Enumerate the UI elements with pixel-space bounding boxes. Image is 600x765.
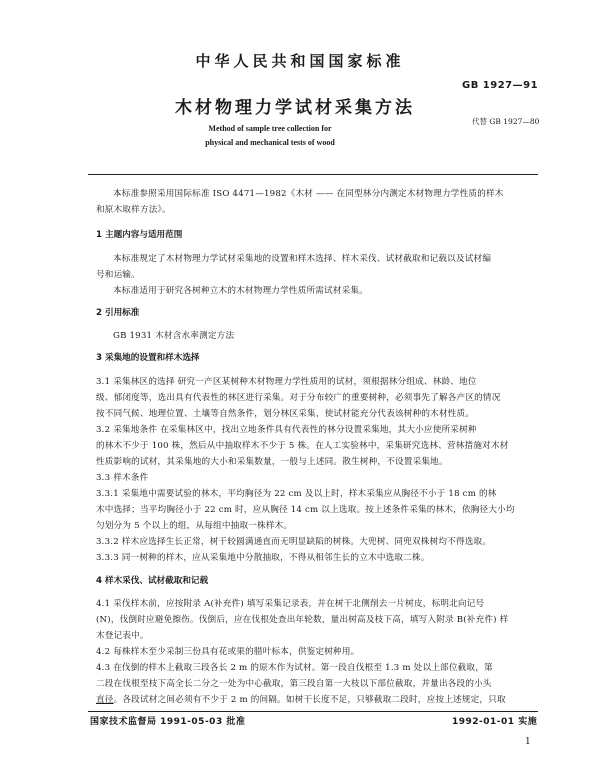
clause-3-2-line-3: 性质影响的试材，其采集地的大小和采集数量，一般与上述同。散生树种，不设置采集地。 <box>96 457 448 467</box>
section-3-heading: 3 采集地的设置和样木选择 <box>96 353 200 363</box>
section-1-para-1-line-2: 号和运输。 <box>96 270 140 280</box>
clause-3-1-line-2: 级、郁闭度等，选出具有代表性的林区进行采集。对于分布较广的重要树种，必须事先了解各产区的情况 <box>96 393 501 403</box>
clause-3-3-3: 3.3.3 同一树种的样木，应从采集地中分散抽取，不得从相邻生长的立木中选取二株。 <box>96 553 430 563</box>
clause-4-3-line-2: 二段在伐根至枝下高全长二分之一处为中心截取，第三段自第一大枝以下部位截取，并量出各段的小头 <box>96 679 492 689</box>
section-4-heading: 4 样木采伐、试材截取和记载 <box>96 576 209 586</box>
section-1-heading: 1 主题内容与适用范围 <box>96 230 183 240</box>
intro-line-2: 和原木取样方法》。 <box>96 205 171 215</box>
standard-code: GB 1927—91 <box>462 80 539 91</box>
clause-3-3-heading: 3.3 样木条件 <box>96 473 149 483</box>
section-1-para-2: 本标准适用于研究各树种立木的木材物理力学性质所需试材采集。 <box>113 286 369 296</box>
header-divider <box>88 174 538 175</box>
page-number: 1 <box>525 737 531 747</box>
effective-date: 1992-01-01 实施 <box>452 717 538 727</box>
clause-4-2: 4.2 每株样木至少采制三份具有花或果的腊叶标本，供鉴定树种用。 <box>96 647 360 657</box>
standard-category-title: 中华人民共和国国家标准 <box>195 52 405 70</box>
clause-4-3-line-3 <box>96 692 534 709</box>
clause-3-3-2: 3.3.2 样木应选择生长正常，树干较圆满通直而无明显缺陷的树株。大兜树、同兜双株树均不得选取。 <box>96 537 492 547</box>
english-title-line-2: physical and mechanical tests of wood <box>205 138 335 147</box>
clause-3-2-line-2: 的林木不少于 100 株，然后从中抽取样木不少于 5 株。在人工实验林中，采集研究选林、营林措施对木材 <box>96 441 509 451</box>
section-2-heading: 2 引用标准 <box>96 308 140 318</box>
clause-3-2-line-1: 3.2 采集地条件 在采集林区中，找出立地条件具有代表性的林分设置采集地，其大小应使所采树种 <box>96 425 477 435</box>
clause-4-1-line-3: 木登记表中。 <box>96 631 149 641</box>
clause-4-1-line-1: 4.1 采伐样木前，应按附录 A(补充件) 填写采集记录表，并在树干北侧削去一片树皮，标明北向记号 <box>96 599 485 609</box>
clause-3-1-line-3: 按不同气候、地理位置、土壤等自然条件，划分林区采集，使试材能充分代表该树种的木材性质。 <box>96 409 475 419</box>
referenced-standard: GB 1931 木材含水率测定方法 <box>113 331 235 341</box>
issue-approval: 国家技术监督局 1991-05-03 批准 <box>90 717 246 727</box>
underlined-term: 直径 <box>96 695 114 705</box>
replaces-standard: 代替 GB 1927—80 <box>472 117 540 126</box>
english-title-line-1: Method of sample tree collection for <box>208 124 332 133</box>
clause-4-3-line-1: 4.3 在伐倒的样木上截取三段各长 2 m 的原木作为试材。第一段自伐根至 1.3 m 处以上部位截取，第 <box>96 663 493 673</box>
intro-line-1: 本标准参照采用国际标准 ISO 4471—1982《木材 —— 在同型林分内测定木材物理力学性质的样木 <box>113 189 504 199</box>
clause-4-3-line-3-rest: 。各段试材之间必须有不少于 2 m 的间隔。如树干长度不足，只够截取二段时，应按上述规定，只取 <box>113 695 506 705</box>
clause-3-1-line-1: 3.1 采集林区的选择 研究一产区某树种木材物理力学性质用的试材，须根据林分组成、林龄、地位 <box>96 377 477 387</box>
document-title: 木材物理力学试材采集方法 <box>175 98 415 118</box>
clause-3-3-1-line-1: 3.3.1 采集地中需要试验的林木，平均胸径为 22 cm 及以上时，样木采集应从胸径不小于 18 cm 的林 <box>96 489 497 499</box>
section-1-para-1-line-1: 本标准规定了木材物理力学试材采集地的设置和样木选择、样木采伐、试材截取和记载以及试材编 <box>113 254 492 264</box>
clause-4-1-line-2: (N)，伐倒时应避免擦伤。伐倒后，应在伐根处查出年轮数，量出树高及枝下高，填写入附录 B(补充件) 样 <box>96 615 509 625</box>
clause-3-3-1-line-3: 匀划分为 5 个以上的组，从每组中抽取一株样木。 <box>96 521 293 531</box>
clause-3-3-1-line-2: 木中选择；当平均胸径小于 22 cm 时，应从胸径 14 cm 以上选取。按上述条件采集的林木，依胸径大小均 <box>96 505 515 515</box>
footer-divider <box>88 711 538 712</box>
